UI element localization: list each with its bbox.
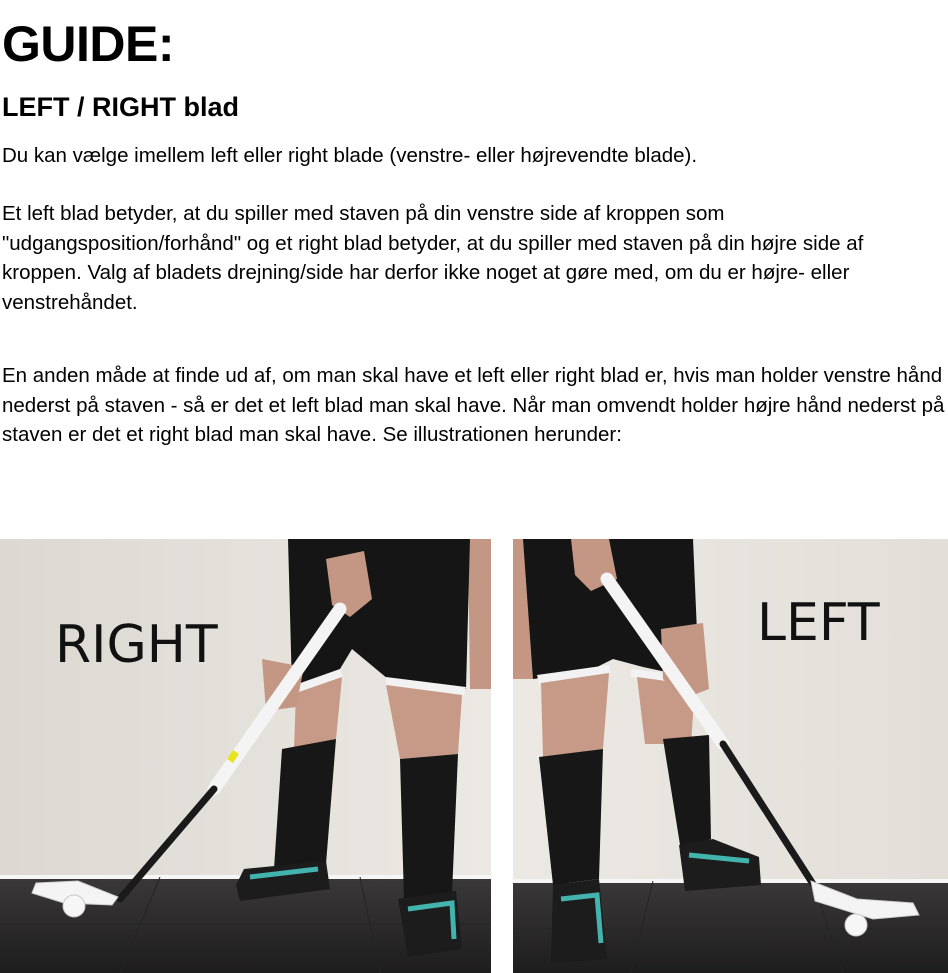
left-label: LEFT	[757, 593, 880, 653]
page-title: GUIDE:	[2, 16, 174, 72]
left-blade-panel	[513, 539, 948, 973]
right-blade-panel	[0, 539, 491, 973]
right-blade-photo	[0, 539, 491, 973]
section-subtitle: LEFT / RIGHT blad	[2, 92, 239, 122]
intro-paragraph: Du kan vælge imellem left eller right blade (venstre- eller højrevendte blade).	[2, 144, 698, 167]
hand-rule-paragraph: En anden måde at finde ud af, om man skal have et left eller right blad er, hvis man holder venstre hånd nederst på staven - så er det et left blad man skal have. Når man omvendt holder højre hånd nederst på staven er det et right blad man skal have. Se illustrationen herunder:	[2, 364, 945, 446]
photo-divider	[491, 539, 513, 973]
right-label: RIGHT	[55, 615, 218, 675]
explanation-paragraph: Et left blad betyder, at du spiller med staven på din venstre side af kroppen som "udgangsposition/forhånd" og et right blad betyder, at du spiller med staven på din højre side af kroppen. Valg af bladets drejning/side har derfor ikke noget at gøre med, om du er højre- eller venstrehåndet.	[2, 202, 864, 314]
left-blade-photo	[513, 539, 948, 973]
blade-illustration-photo	[0, 539, 948, 973]
